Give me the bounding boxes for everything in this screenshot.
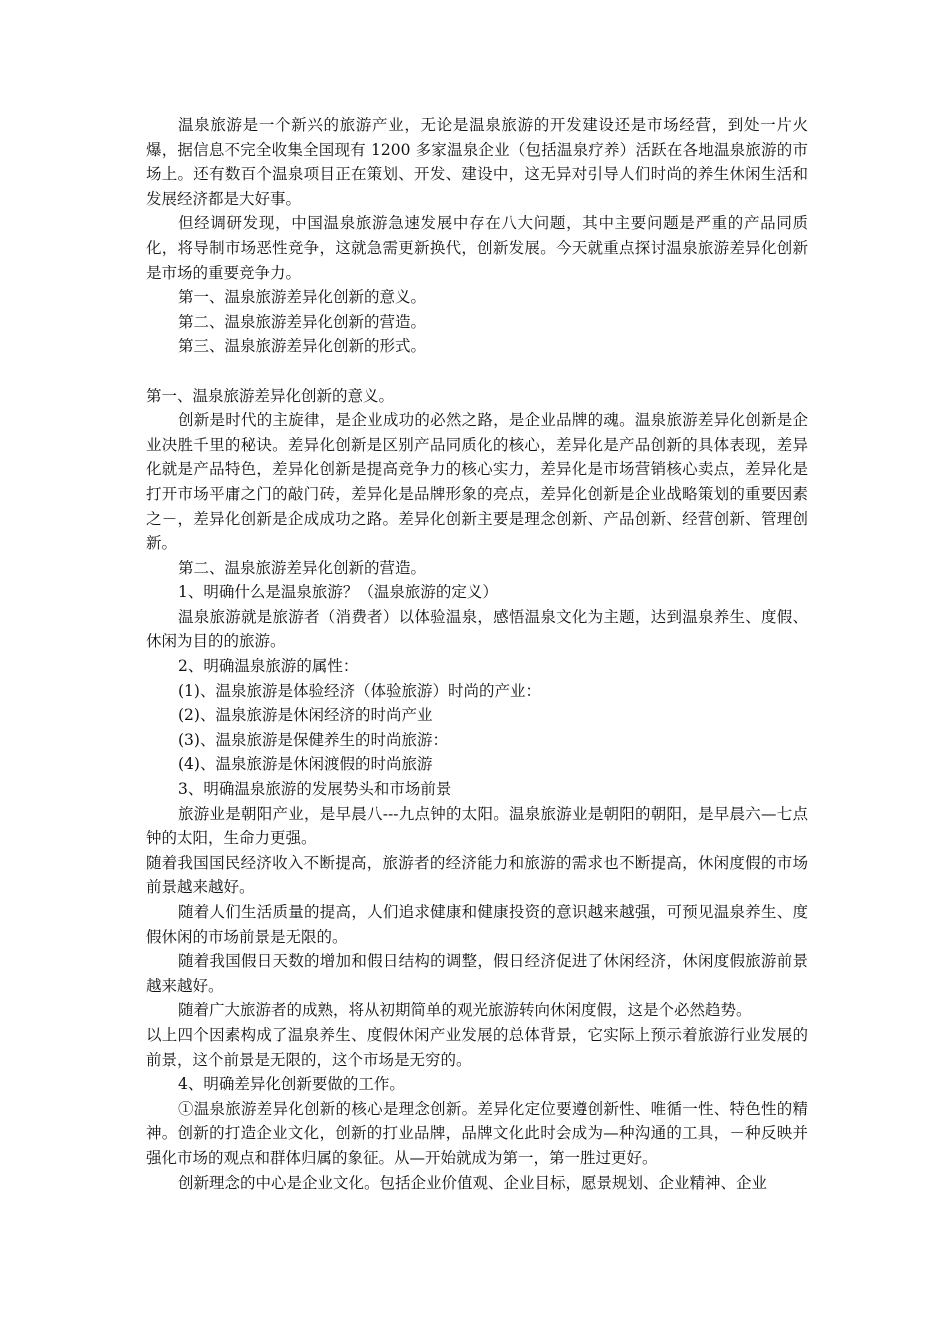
attribute-item-1: (1)、温泉旅游是体验经济（体验旅游）时尚的产业： bbox=[178, 681, 541, 700]
paragraph-corporate-culture: 创新理念的中心是企业文化。包括企业价值观、企业目标，愿景规划、企业精神、企业 bbox=[178, 1173, 768, 1192]
attribute-item-4: (4)、温泉旅游是休闲渡假的时尚旅游 bbox=[178, 755, 433, 774]
paragraph-holidays: 随着我国假日天数的增加和假日结构的调整，假日经济促进了休闲经济，休闲度假旅游前景越来越好。 bbox=[146, 952, 808, 995]
paragraph-definition: 温泉旅游就是旅游者（消费者）以体验温泉，感悟温泉文化为主题，达到温泉养生、度假、休闲为目的的旅游。 bbox=[146, 607, 808, 651]
subheading-work: 4、明确差异化创新要做的工作。 bbox=[178, 1075, 405, 1094]
outline-item-1: 第一、温泉旅游差异化创新的意义。 bbox=[178, 288, 427, 307]
paragraph-summary: 以上四个因素构成了温泉养生、度假休闲产业发展的总体背景，它实际上预示着旅游行业发展的前景，这个前景是无限的，这个市场是无穷的。 bbox=[146, 1025, 808, 1069]
subheading-trends: 3、明确温泉旅游的发展势头和市场前景 bbox=[178, 780, 452, 799]
paragraph-innovation: 创新是时代的主旋律，是企业成功的必然之路，是企业品牌的魂。温泉旅游差异化创新是企业决胜千里的秘诀。差异化创新是区别产品同质化的核心，差异化是产品创新的具体表现，差异化就是产品特色，差异化创新是提高竞争力的核心实力，差异化是市场营销核心卖点，差异化是打开市场平庸之门的敲门砖，差异化是品牌形象的亮点，差异化创新是企业战略策划的重要因素之－，差异化创新是企成成功之路。差异化创新主要是理念创新、产品创新、经营创新、管理创新。 bbox=[146, 411, 808, 553]
paragraph-intro: 温泉旅游是一个新兴的旅游产业，无论是温泉旅游的开发建设还是市场经营，到处一片火爆，据信息不完全收集全国现有 1200 多家温泉企业（包括温泉疗养）活跃在各地温泉旅游的市场上。还有数百个温泉项目正在策划、开发、建设中，这无异对引导人们时尚的养生休闲生活和发展经济都是大好事。 bbox=[146, 116, 808, 208]
document-body bbox=[146, 113, 808, 1195]
paragraph-problem: 但经调研发现，中国温泉旅游急速发展中存在八大问题，其中主要问题是严重的产品同质化，将导制市场恶性竞争，这就急需更新换代，创新发展。今天就重点探讨温泉旅游差异化创新是市场的重要竞争力。 bbox=[146, 214, 808, 282]
paragraph-concept-innovation: ①温泉旅游差异化创新的核心是理念创新。差异化定位要遵创新性、唯循一性、特色性的精神。创新的打造企业文化，创新的打业品牌，品牌文化此时会成为—种沟通的工具，－种反映并强化市场的观点和群体归属的象征。从—开始就成为第一，第一胜过更好。 bbox=[146, 1099, 808, 1167]
section-heading-1: 第一、温泉旅游差异化创新的意义。 bbox=[146, 386, 395, 405]
section-heading-2: 第二、温泉旅游差异化创新的营造。 bbox=[178, 558, 427, 577]
attribute-item-3: (3)、温泉旅游是保健养生的时尚旅游： bbox=[178, 730, 448, 749]
paragraph-health: 随着人们生活质量的提高，人们追求健康和健康投资的意识越来越强，可预见温泉养生、度假休闲的市场前景是无限的。 bbox=[146, 903, 808, 946]
blank-line bbox=[146, 359, 808, 384]
paragraph-maturity: 随着广大旅游者的成熟，将从初期简单的观光旅游转向休闲度假，这是个必然趋势。 bbox=[178, 1001, 752, 1020]
subheading-attributes: 2、明确温泉旅游的属性： bbox=[178, 657, 359, 676]
paragraph-sunrise-industry: 旅游业是朝阳产业，是早晨八---九点钟的太阳。温泉旅游业是朝阳的朝阳，是早晨六—七点钟的太阳，生命力更强。 bbox=[146, 804, 808, 848]
paragraph-income: 随着我国国民经济收入不断提高，旅游者的经济能力和旅游的需求也不断提高，休闲度假的市场前景越来越好。 bbox=[146, 853, 808, 897]
outline-item-3: 第三、温泉旅游差异化创新的形式。 bbox=[178, 337, 427, 356]
outline-item-2: 第二、温泉旅游差异化创新的营造。 bbox=[178, 312, 427, 331]
subheading-definition: 1、明确什么是温泉旅游？（温泉旅游的定义） bbox=[178, 583, 498, 602]
attribute-item-2: (2)、温泉旅游是休闲经济的时尚产业 bbox=[178, 706, 433, 725]
